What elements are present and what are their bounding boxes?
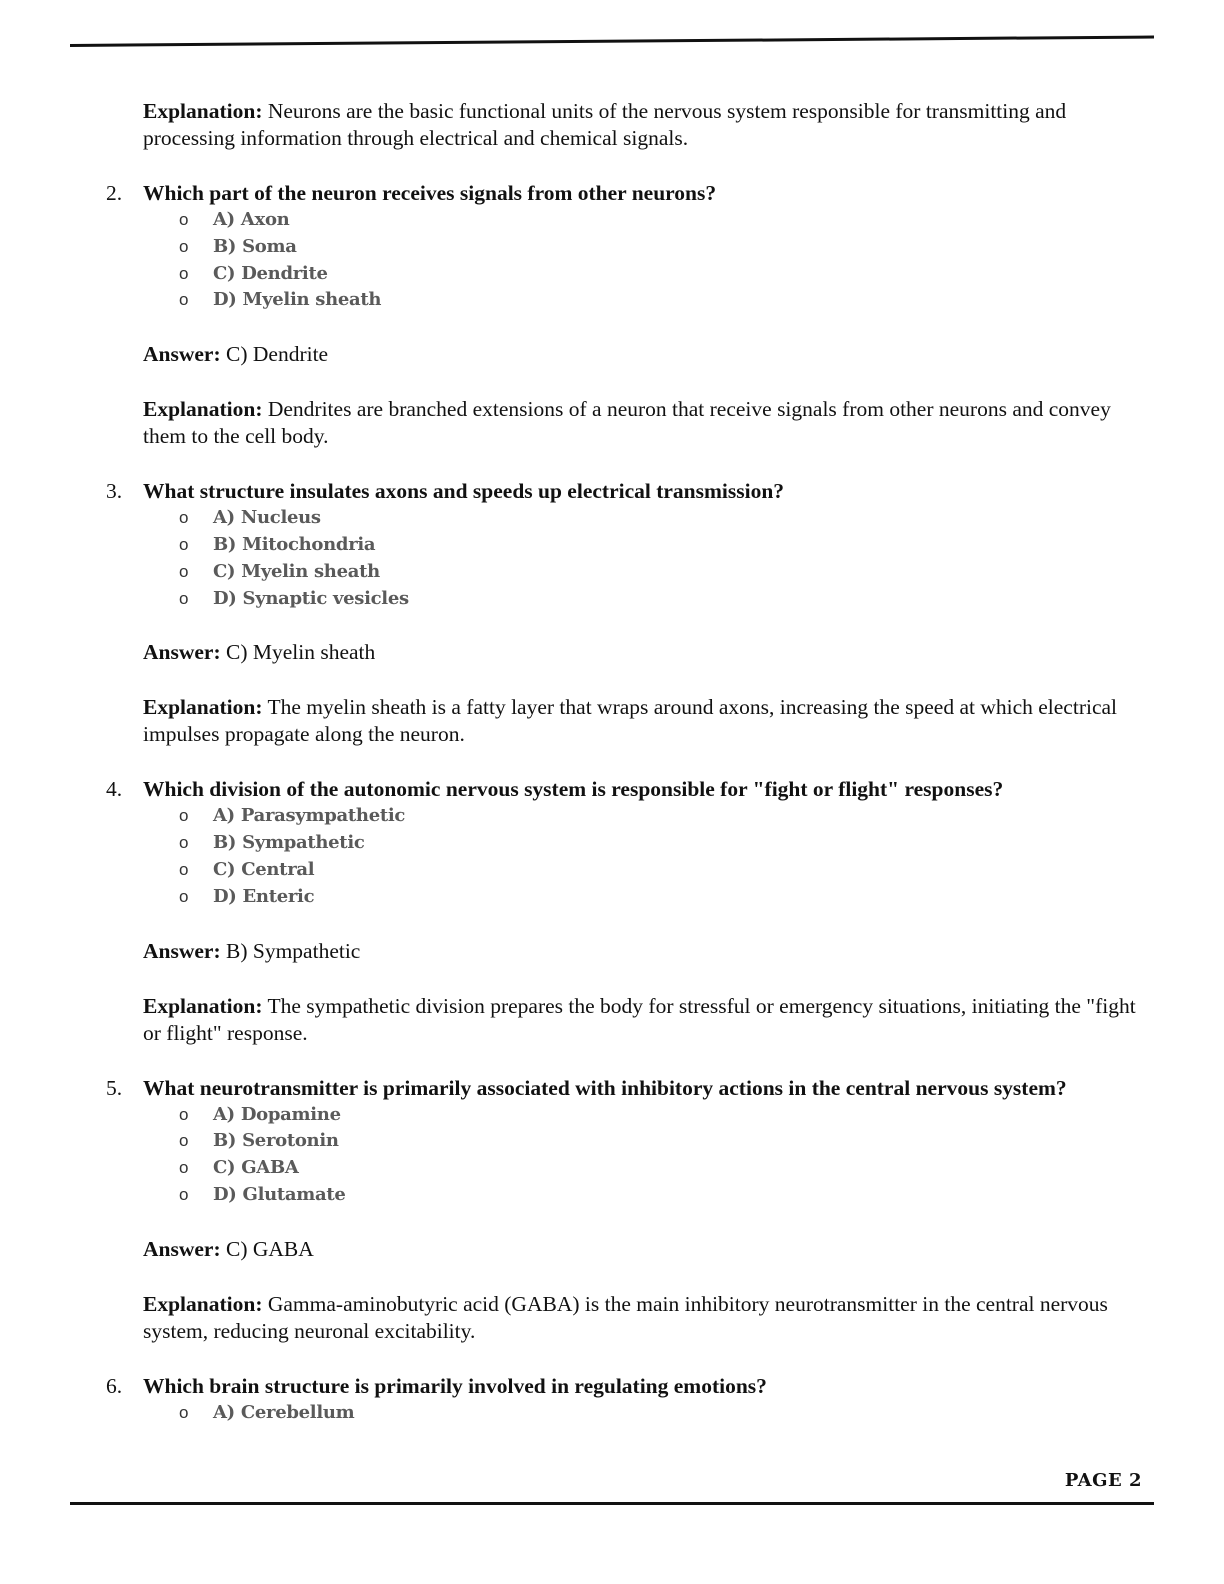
bullet-icon: o [179,1104,189,1124]
question-number: 4. [106,777,123,802]
question-4 [106,776,1143,803]
question-number: 3. [106,479,123,504]
question-number: 2. [106,181,123,205]
answer-label: Answer: [143,938,221,963]
bullet-icon: o [179,1131,189,1151]
explanation-text: Neurons are the basic functional units of the nervous system responsible for transmitting and processing information through electrical and chemical signals. [143,99,1067,150]
answer-text: C) Dendrite [226,342,329,367]
answer [143,938,1143,965]
options-list [0,505,1224,612]
question-number: 6. [106,1373,123,1398]
bullet-icon: o [179,833,189,853]
explanation-text: Dendrites are branched extensions of a neuron that receive signals from other neurons and convey them to the cell body. [143,397,1111,449]
bullet-icon: o [179,534,189,554]
bullet-icon: o [179,508,189,528]
option-item: o B) Sympathetic [213,830,1224,857]
question-2 [106,180,1143,207]
bullet-icon: o [179,210,189,229]
options-list [0,207,1224,314]
answer [143,639,1143,666]
explanation-label: Explanation: [143,397,263,422]
option-item: o B) Soma [213,234,1224,261]
option-item: o D) Enteric [213,884,1224,911]
options-list [0,1102,1224,1209]
bullet-icon: o [179,236,189,256]
question-number: 5. [106,1075,123,1100]
explanation [143,1291,1143,1345]
explanation-text: Gamma-aminobutyric acid (GABA) is the main inhibitory neurotransmitter in the central nervous system, reducing neuronal excitability. [143,1291,1108,1343]
option-item: o A) Dopamine [213,1102,1224,1129]
option-item: o B) Serotonin [213,1128,1224,1155]
answer-text: C) Myelin sheath [226,640,376,665]
header-rule [70,35,1154,47]
bullet-icon: o [179,561,189,581]
answer-text: C) GABA [226,1236,314,1261]
bullet-icon: o [179,886,189,906]
explanation-text: The sympathetic division prepares the body for stressful or emergency situations, initiating the "fight or flight" response. [143,993,1136,1045]
option-item: o C) GABA [213,1155,1224,1182]
bullet-icon: o [179,1402,189,1422]
answer-label: Answer: [143,342,221,367]
bullet-icon: o [179,263,189,283]
answer-text: B) Sympathetic [226,938,361,963]
question-text: Which part of the neuron receives signals from other neurons? [143,181,717,205]
bullet-icon: o [179,1158,189,1178]
explanation [143,993,1143,1047]
explanation-label: Explanation: [143,993,263,1018]
bullet-icon: o [179,806,189,826]
option-item: o A) Nucleus [213,505,1224,532]
option-item: o D) Myelin sheath [213,287,1224,314]
explanation-label: Explanation: [143,695,263,720]
question-text: What neurotransmitter is primarily associated with inhibitory actions in the central nervous system? [143,1075,1067,1100]
explanation [143,396,1143,450]
bullet-icon: o [179,588,189,608]
options-list [0,803,1224,910]
answer-label: Answer: [143,1236,221,1261]
question-text: Which brain structure is primarily involved in regulating emotions? [143,1373,767,1398]
question-6 [106,1373,1143,1400]
option-item: o D) Glutamate [213,1182,1224,1209]
option-item: o B) Mitochondria [213,532,1224,559]
answer-label: Answer: [143,640,221,665]
options-list [0,1400,1224,1427]
footer-rule [70,1502,1154,1505]
option-item: o C) Central [213,857,1224,884]
bullet-icon: o [179,290,189,310]
question-text: Which division of the autonomic nervous system is responsible for "fight or flight" responses? [143,777,1004,802]
option-item: o A) Parasympathetic [213,803,1224,830]
explanation-label: Explanation: [143,99,263,123]
explanation-label: Explanation: [143,1291,263,1316]
answer [143,1236,1143,1263]
explanation-text: The myelin sheath is a fatty layer that wraps around axons, increasing the speed at which electrical impulses propagate along the neuron. [143,695,1118,747]
question-text: What structure insulates axons and speeds up electrical transmission? [143,479,785,504]
answer [143,341,1143,368]
bullet-icon: o [179,859,189,879]
option-item: o D) Synaptic vesicles [213,586,1224,613]
bullet-icon: o [179,1184,189,1204]
question-5 [106,1075,1143,1102]
option-item: o A) Cerebellum [213,1400,1224,1427]
document-body [0,98,1224,1454]
option-item: o C) Dendrite [213,261,1224,288]
option-item: o C) Myelin sheath [213,559,1224,586]
option-item: o A) Axon [213,207,1224,234]
explanation [143,694,1143,748]
question-3 [106,478,1143,505]
page-number: PAGE 2 [1064,1470,1142,1491]
intro-explanation [143,98,1143,152]
